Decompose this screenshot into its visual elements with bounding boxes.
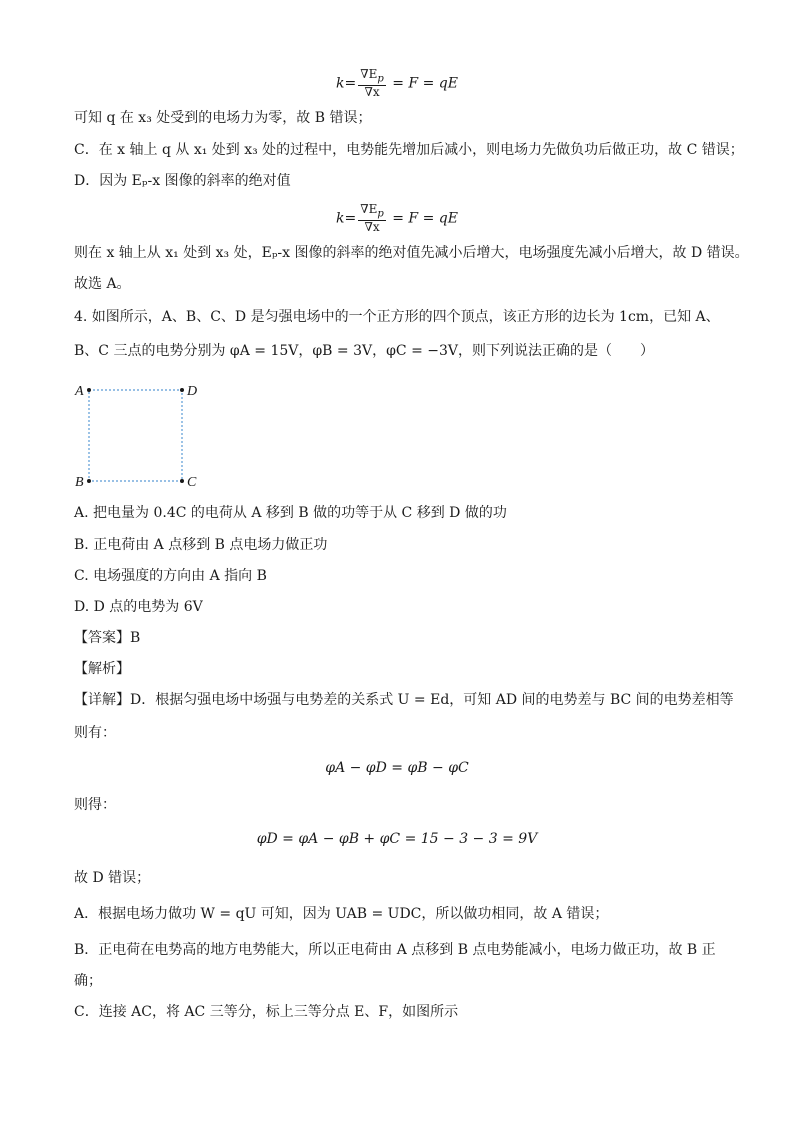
formula-rhs: = F = qE xyxy=(392,210,458,227)
formula-slope-2 xyxy=(0,203,794,234)
label-d: D xyxy=(187,384,198,399)
then-get: 则得： xyxy=(74,797,116,813)
a-explanation: A．根据电场力做功 W = qU 可知，因为 UAB = UDC，所以做功相同，故 A 错误； xyxy=(74,906,609,922)
formula-fraction xyxy=(358,68,386,99)
label-c: C xyxy=(187,475,197,490)
option-a: A. 把电量为 0.4C 的电荷从 A 移到 B 做的功等于从 C 移到 D 做的功 xyxy=(74,505,507,521)
d-wrong: 故 D 错误； xyxy=(74,870,151,886)
text-line-b: 可知 q 在 x₃ 处受到的电场力为零，故 B 错误； xyxy=(74,110,372,126)
formula-slope-1 xyxy=(0,68,794,99)
question-4-line-2: B、C 三点的电势分别为 φA = 15V，φB = 3V，φC = −3V，则下列说法正确的是（ ） xyxy=(74,343,655,359)
formula-den: ∇x xyxy=(364,220,380,235)
b-explanation-2: 确； xyxy=(74,973,102,989)
square-diagram xyxy=(74,380,214,490)
square-outline xyxy=(89,390,182,481)
text-line-d2: 则在 x 轴上从 x₁ 处到 x₃ 处，Eₚ-x 图像的斜率的绝对值先减小后增大，电场强度先减小后增大，故 D 错误。 xyxy=(74,245,749,261)
formula-rhs: = F = qE xyxy=(392,75,458,92)
text-line-d: D．因为 Eₚ-x 图像的斜率的绝对值 xyxy=(74,173,291,189)
vertex-a-dot xyxy=(87,388,91,392)
formula-den: ∇x xyxy=(364,85,380,100)
option-c: C. 电场强度的方向由 A 指向 B xyxy=(74,568,267,584)
answer-label: 【答案】B xyxy=(74,630,141,646)
formula-k: k xyxy=(336,75,345,92)
vertex-c-dot xyxy=(180,479,184,483)
vertex-d-dot xyxy=(180,388,184,392)
option-b: B. 正电荷由 A 点移到 B 点电场力做正功 xyxy=(74,537,328,553)
option-d: D. D 点的电势为 6V xyxy=(74,599,203,615)
detail-line: 【详解】D．根据匀强电场中场强与电势差的关系式 U = Ed，可知 AD 间的电势差与 BC 间的电势差相等 xyxy=(74,692,734,708)
c-explanation: C．连接 AC，将 AC 三等分，标上三等分点 E、F，如图所示 xyxy=(74,1004,459,1020)
b-explanation-1: B．正电荷在电势高的地方电势能大，所以正电荷由 A 点移到 B 点电势能减小，电场力做正功，故 B 正 xyxy=(74,942,716,958)
formula-num: ∇E xyxy=(360,67,378,81)
equation-2: φD = φA − φB + φC = 15 − 3 − 3 = 9V xyxy=(256,831,538,847)
equation-1: φA − φD = φB − φC xyxy=(325,760,469,776)
then-have: 则有： xyxy=(74,725,116,741)
text-choose: 故选 A。 xyxy=(74,276,131,292)
vertex-b-dot xyxy=(87,479,91,483)
label-a: A xyxy=(75,384,84,399)
formula-k: k xyxy=(336,210,345,227)
analysis-label: 【解析】 xyxy=(74,661,130,677)
formula-eq: = xyxy=(344,210,357,227)
formula-num: ∇E xyxy=(360,202,378,216)
question-4-line-1: 4. 如图所示，A、B、C、D 是匀强电场中的一个正方形的四个顶点，该正方形的边长为 1cm，已知 A、 xyxy=(74,309,720,325)
formula-num-sub: p xyxy=(377,208,384,220)
label-b: B xyxy=(75,475,84,490)
formula-num-sub: p xyxy=(377,73,384,85)
text-line-c: C．在 x 轴上 q 从 x₁ 处到 x₃ 处的过程中，电势能先增加后减小，则电场力先做负功后做正功，故 C 错误； xyxy=(74,142,744,158)
formula-eq: = xyxy=(344,75,357,92)
formula-fraction xyxy=(358,203,386,234)
